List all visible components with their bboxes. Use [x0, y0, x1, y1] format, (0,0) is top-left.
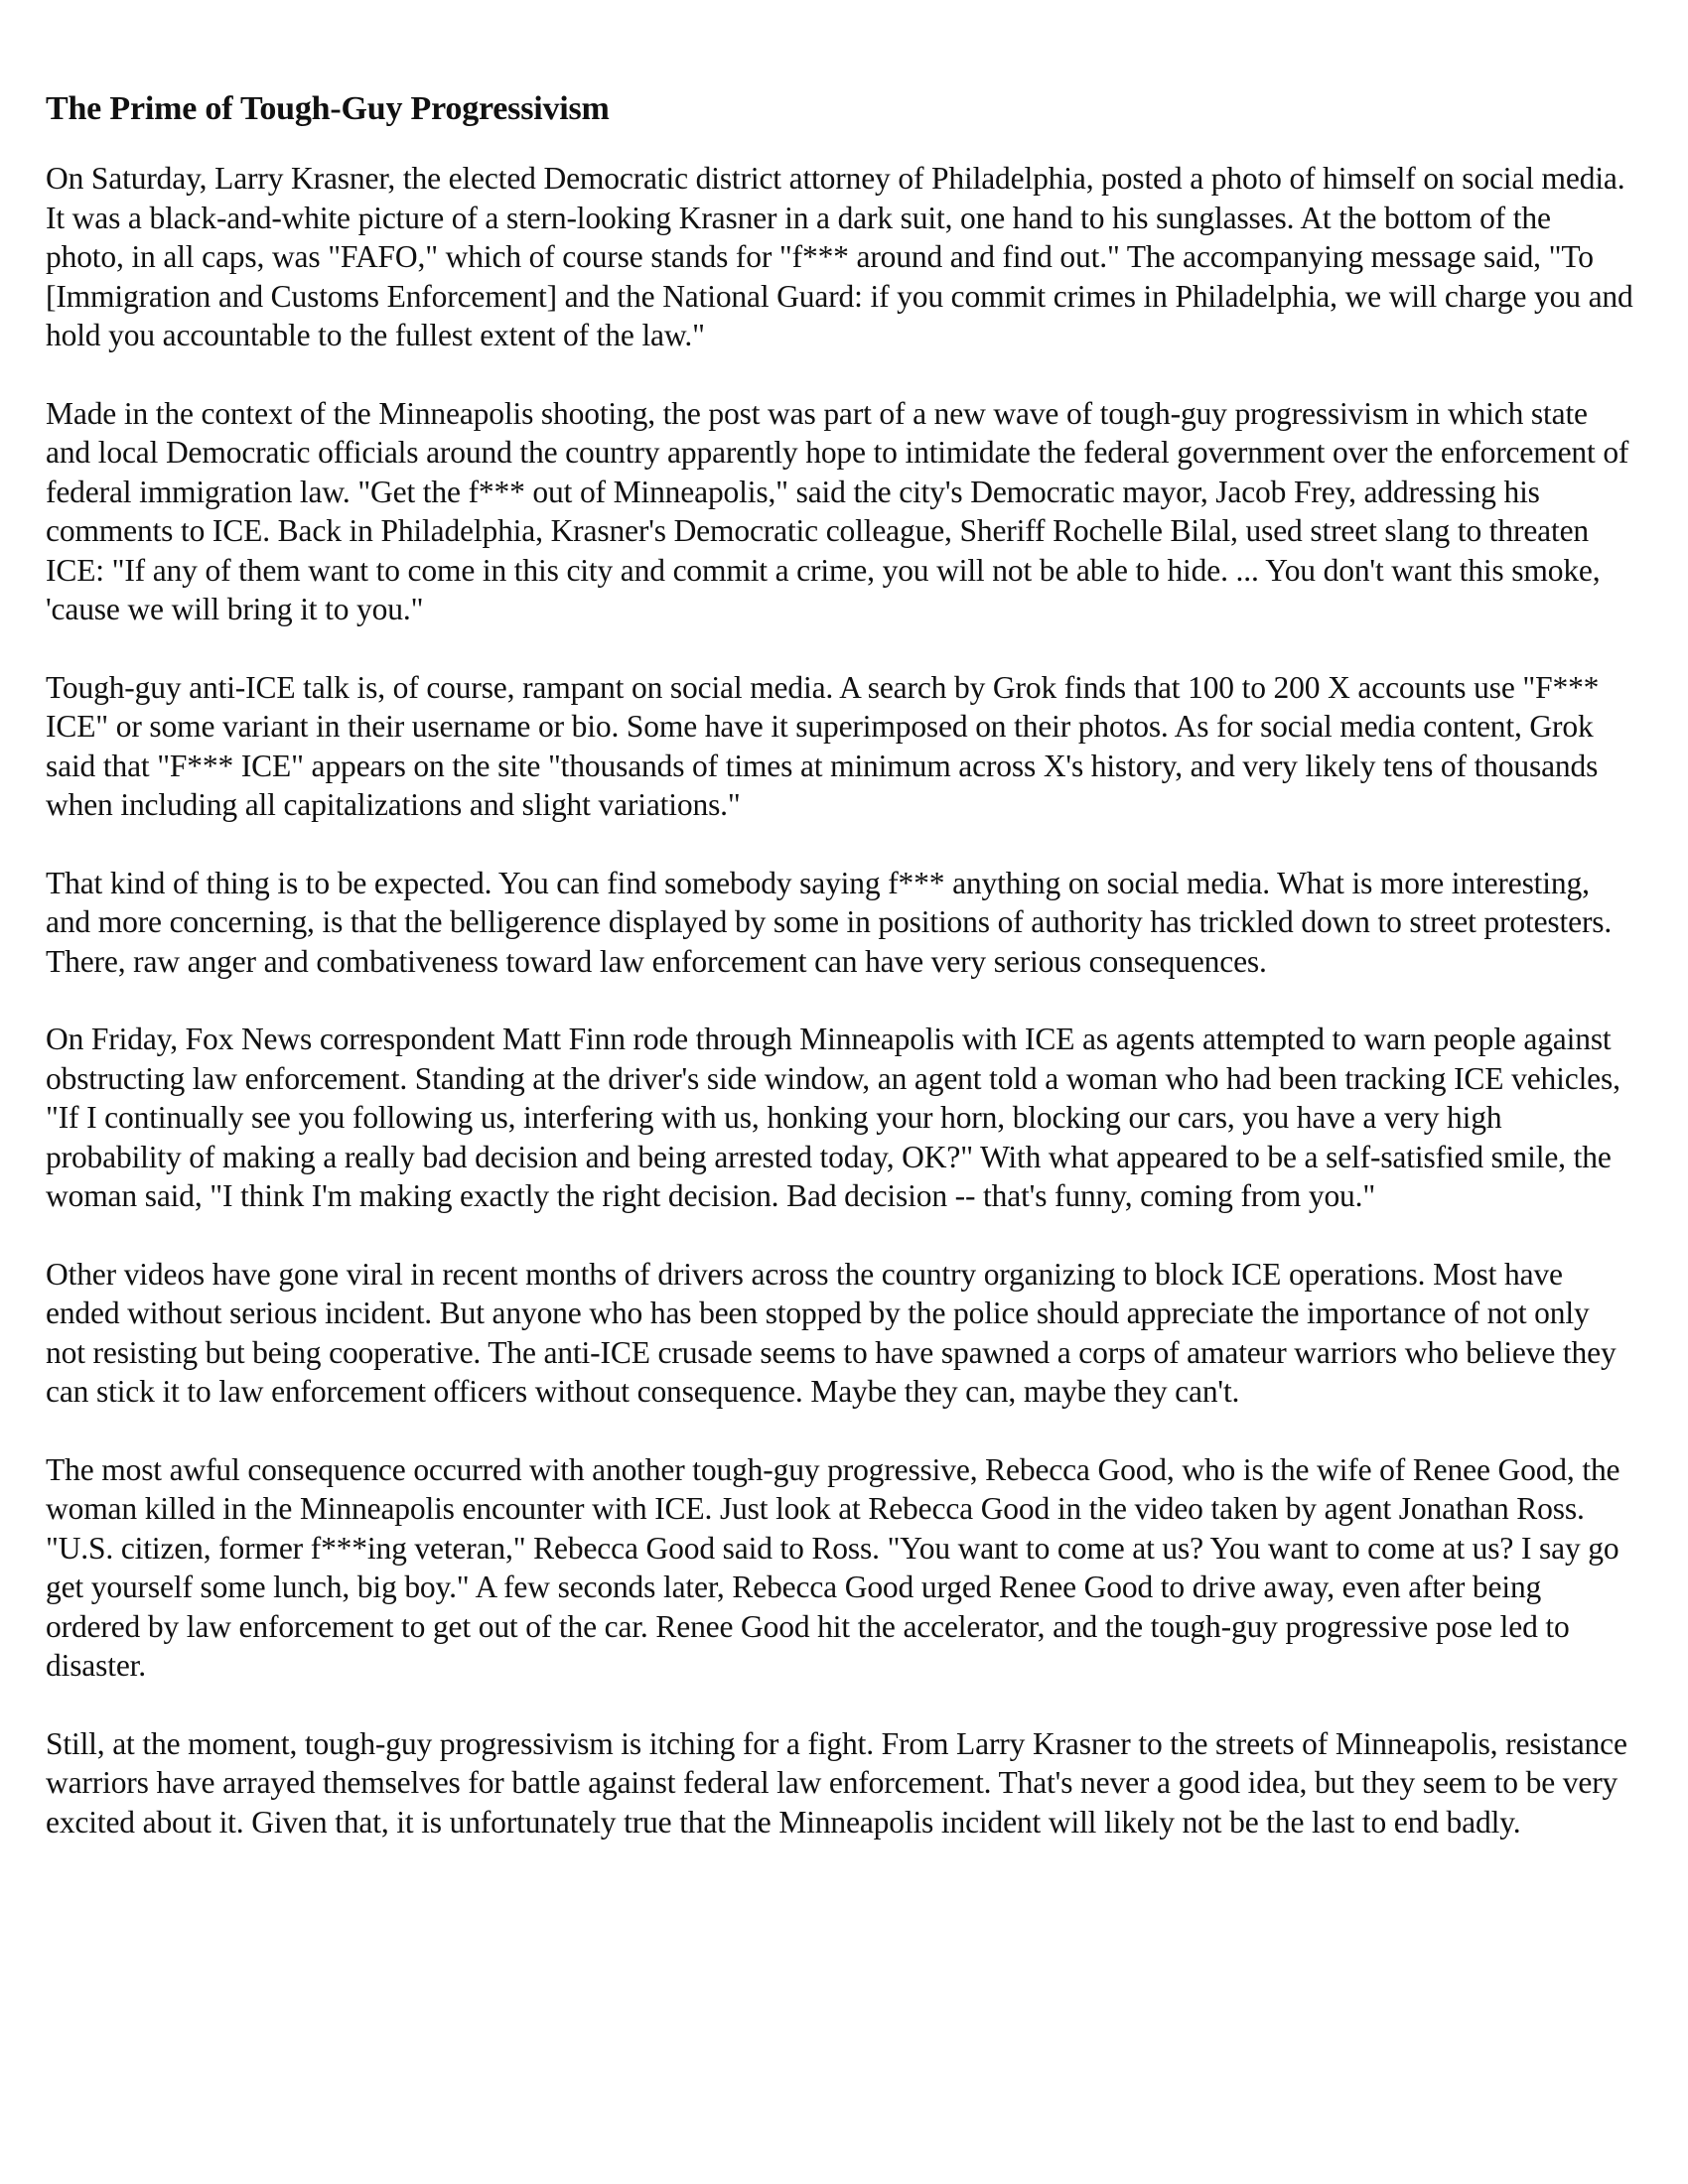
article-paragraph-5: On Friday, Fox News correspondent Matt Finn rode through Minneapolis with ICE as agents attempted to warn people against obstructing law enforcement. Standing at the driver's side window, an agent told a woman who had been tracking ICE vehicles, "If I continually see you following us, interfering with us, honking your horn, blocking our cars, you have a very high probability of making a really bad decision and being arrested today, OK?" With what appeared to be a self-satisfied smile, the woman said, "I think I'm making exactly the right decision. Bad decision -- that's funny, coming from you.": [46, 1022, 1620, 1213]
article-paragraph-3: Tough-guy anti-ICE talk is, of course, rampant on social media. A search by Grok finds that 100 to 200 X accounts use "F*** ICE" or some variant in their username or bio. Some have it superimposed on their photos. As for social media content, Grok said that "F*** ICE" appears on the site "thousands of times at minimum across X's history, and very likely tens of thousands when including all capitalizations and slight variations.": [46, 669, 1600, 822]
article-title: The Prime of Tough-Guy Progressivism: [46, 90, 610, 127]
article-paragraph-8: Still, at the moment, tough-guy progressivism is itching for a fight. From Larry Krasner to the streets of Minneapolis, resistance warriors have arrayed themselves for battle against federal law enforcement. That's never a good idea, but they seem to be very excited about it. Given that, it is unfortunately true that the Minneapolis incident will likely not be the last to end badly.: [46, 1725, 1627, 1840]
article-paragraph-2: Made in the context of the Minneapolis shooting, the post was part of a new wave of tough-guy progressivism in which state and local Democratic officials around the country apparently hope to intimidate the federal government over the enforcement of federal immigration law. "Get the f*** out of Minneapolis," said the city's Democratic mayor, Jacob Frey, addressing his comments to ICE. Back in Philadelphia, Krasner's Democratic colleague, Sheriff Rochelle Bilal, used street slang to threaten ICE: "If any of them want to come in this city and commit a crime, you will not be able to hide. ... You don't want this smoke, 'cause we will bring it to you.": [46, 395, 1629, 626]
article-paragraph-1: On Saturday, Larry Krasner, the elected Democratic district attorney of Philadelphia, posted a photo of himself on social media. It was a black-and-white picture of a stern-looking Krasner in a dark suit, one hand to his sunglasses. At the bottom of the photo, in all caps, was "FAFO," which of course stands for "f*** around and find out." The accompanying message said, "To [Immigration and Customs Enforcement] and the National Guard: if you commit crimes in Philadelphia, we will charge you and hold you accountable to the fullest extent of the law.": [46, 161, 1633, 352]
article-paragraph-7: The most awful consequence occurred with another tough-guy progressive, Rebecca Good, who is the wife of Renee Good, the woman killed in the Minneapolis encounter with ICE. Just look at Rebecca Good in the video taken by agent Jonathan Ross. "U.S. citizen, former f***ing veteran," Rebecca Good said to Ross. "You want to come at us? You want to come at us? I say go get yourself some lunch, big boy." A few seconds later, Rebecca Good urged Renee Good to drive away, even after being ordered by law enforcement to get out of the car. Renee Good hit the accelerator, and the tough-guy progressive pose led to disaster.: [46, 1451, 1620, 1683]
article-paragraph-4: That kind of thing is to be expected. You can find somebody saying f*** anything on social media. What is more interesting, and more concerning, is that the belligerence displayed by some in positions of authority has trickled down to street protesters. There, raw anger and combativeness toward law enforcement can have very serious consequences.: [46, 865, 1613, 979]
document-page: [46, 89, 1634, 1880]
article-paragraph-6: Other videos have gone viral in recent months of drivers across the country organizing to block ICE operations. Most have ended without serious incident. But anyone who has been stopped by the police should appreciate the importance of not only not resisting but being cooperative. The anti-ICE crusade seems to have spawned a corps of amateur warriors who believe they can stick it to law enforcement officers without consequence. Maybe they can, maybe they can't.: [46, 1256, 1617, 1409]
